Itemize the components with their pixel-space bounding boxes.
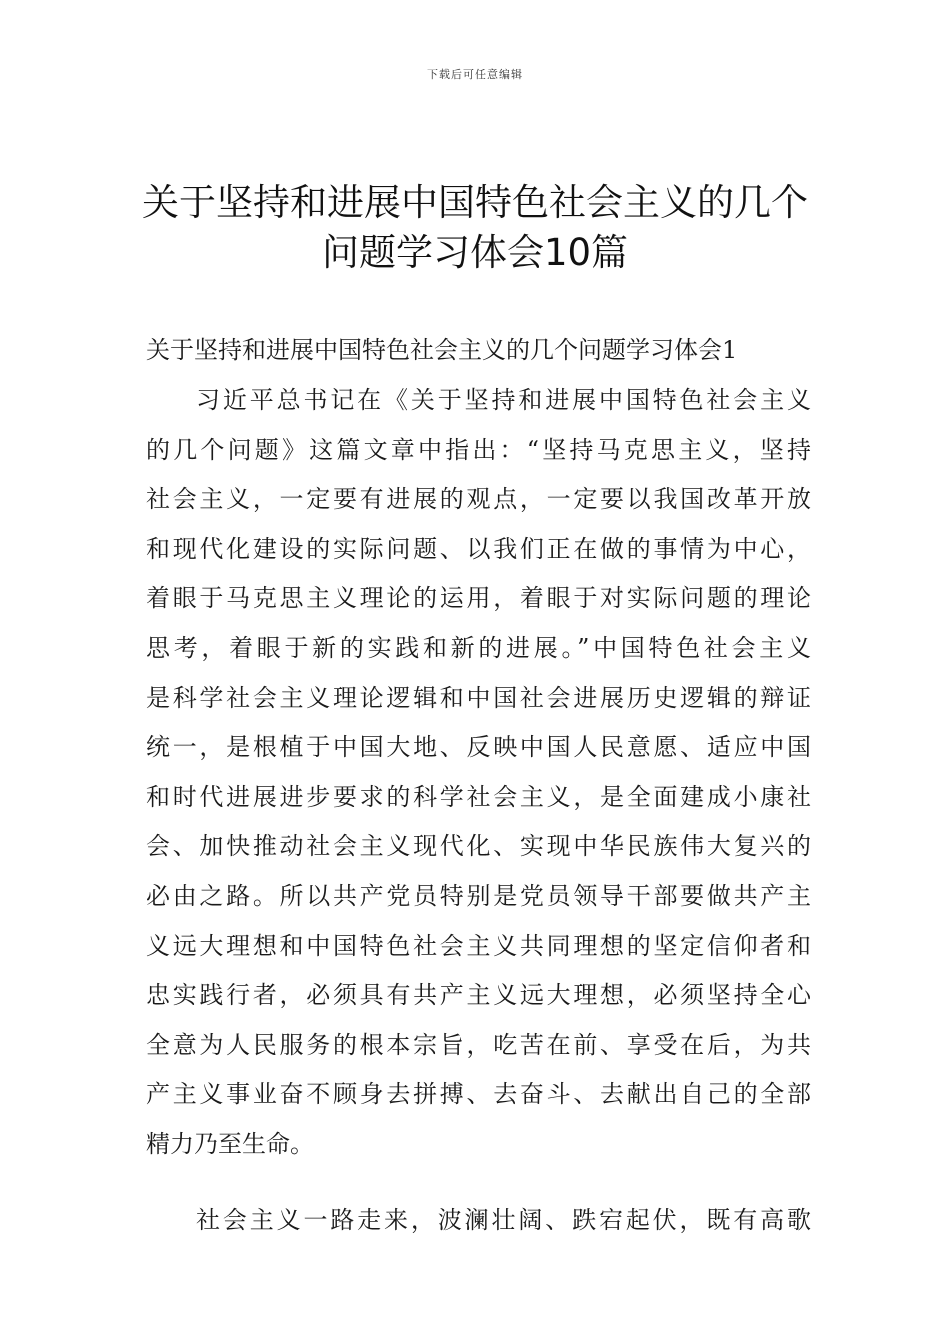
document-title <box>120 178 830 278</box>
paragraph-line: 必由之路。所以共产党员特别是党员领导干部要做共产主 <box>146 881 811 910</box>
paragraph-line: 忠实践行者，必须具有共产主义远大理想，必须坚持全心 <box>146 981 811 1010</box>
paragraph-line: 的几个问题》这篇文章中指出：“坚持马克思主义，坚持 <box>146 435 811 464</box>
paragraph-gap <box>146 1170 811 1196</box>
paragraph-line: 统一，是根植于中国大地、反映中国人民意愿、适应中国 <box>146 733 811 762</box>
paragraph-2 <box>146 1196 811 1246</box>
body-text <box>146 376 811 1245</box>
title-line-1: 关于坚持和进展中国特色社会主义的几个 <box>142 181 808 224</box>
header-note: 下载后可任意编辑 <box>427 68 523 81</box>
paragraph-line: 思考，着眼于新的实践和新的进展。”中国特色社会主义 <box>146 633 811 662</box>
paragraph-line: 着眼于马克思主义理论的运用，着眼于对实际问题的理论 <box>146 584 811 613</box>
paragraph-line: 精力乃至生命。 <box>146 1129 314 1158</box>
paragraph-1 <box>146 376 811 1170</box>
paragraph-line: 和现代化建设的实际问题、以我们正在做的事情为中心， <box>146 534 811 563</box>
paragraph-line: 义远大理想和中国特色社会主义共同理想的坚定信仰者和 <box>146 931 811 960</box>
paragraph-line: 会、加快推动社会主义现代化、实现中华民族伟大复兴的 <box>146 832 811 861</box>
paragraph-line: 习近平总书记在《关于坚持和进展中国特色社会主义 <box>196 386 811 414</box>
paragraph-line: 全意为人民服务的根本宗旨，吃苦在前、享受在后，为共 <box>146 1030 811 1059</box>
paragraph-line: 和时代进展进步要求的科学社会主义，是全面建成小康社 <box>146 782 811 811</box>
paragraph-line: 社会主义，一定要有进展的观点，一定要以我国改革开放 <box>146 485 811 514</box>
paragraph-line: 是科学社会主义理论逻辑和中国社会进展历史逻辑的辩证 <box>146 683 811 712</box>
section-heading: 关于坚持和进展中国特色社会主义的几个问题学习体会1 <box>146 336 738 364</box>
title-line-2: 问题学习体会10篇 <box>321 231 629 274</box>
paragraph-line: 产主义事业奋不顾身去拼搏、去奋斗、去献出自己的全部 <box>146 1080 811 1109</box>
paragraph-line: 社会主义一路走来，波澜壮阔、跌宕起伏，既有高歌 <box>196 1205 811 1234</box>
